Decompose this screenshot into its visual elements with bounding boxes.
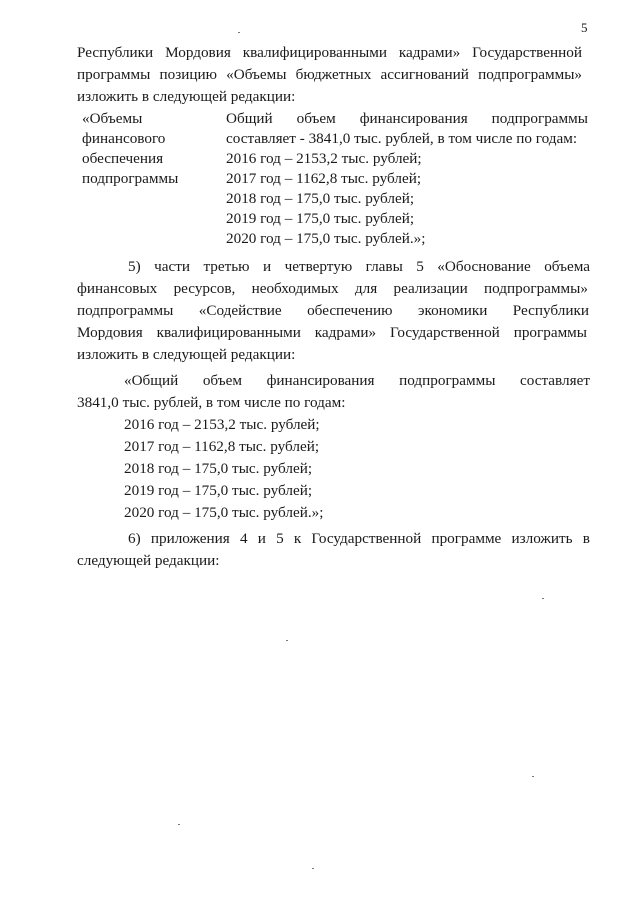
table-text-3: 2016 год – 2153,2 тыс. рублей; (226, 150, 422, 167)
table-label-4: подпрограммы (82, 170, 179, 187)
quote-line-6: 2019 год – 175,0 тыс. рублей; (124, 482, 313, 499)
quote-line-5: 2018 год – 175,0 тыс. рублей; (124, 460, 313, 477)
item5-line-2: финансовых ресурсов, необходимых для реализации подпрограммы» (77, 280, 588, 297)
quote-line-2: 3841,0 тыс. рублей, в том числе по годам: (77, 394, 346, 411)
table-text-4: 2017 год – 1162,8 тыс. рублей; (226, 170, 422, 187)
scan-speck (542, 598, 544, 599)
scan-speck (312, 868, 314, 869)
scan-speck (286, 640, 288, 641)
quote-line-7: 2020 год – 175,0 тыс. рублей.»; (124, 504, 324, 521)
quote-line-1: «Общий объем финансирования подпрограммы составляет (124, 372, 590, 389)
table-text-7: 2020 год – 175,0 тыс. рублей.»; (226, 230, 426, 247)
item5-line-5: изложить в следующей редакции: (77, 346, 296, 363)
intro-line-3: изложить в следующей редакции: (77, 88, 296, 105)
scan-speck (178, 824, 180, 825)
item5-line-1: 5) части третью и четвертую главы 5 «Обоснование объема (128, 258, 590, 275)
table-text-1: Общий объем финансирования подпрограммы (226, 110, 588, 127)
item6-line-2: следующей редакции: (77, 552, 220, 569)
quote-line-3: 2016 год – 2153,2 тыс. рублей; (124, 416, 320, 433)
table-text-6: 2019 год – 175,0 тыс. рублей; (226, 210, 415, 227)
intro-line-1: Республики Мордовия квалифицированными кадрами» Государственной (77, 44, 582, 61)
scan-speck (238, 32, 240, 33)
page-number: 5 (581, 20, 588, 35)
table-label-1: «Объемы (82, 110, 143, 127)
table-text-5: 2018 год – 175,0 тыс. рублей; (226, 190, 415, 207)
table-label-2: финансового (82, 130, 166, 147)
item6-line-1: 6) приложения 4 и 5 к Государственной программе изложить в (128, 530, 590, 547)
item5-line-4: Мордовия квалифицированными кадрами» Государственной программы (77, 324, 587, 341)
intro-line-2: программы позицию «Объемы бюджетных ассигнований подпрограммы» (77, 66, 582, 83)
quote-line-4: 2017 год – 1162,8 тыс. рублей; (124, 438, 320, 455)
table-text-2: составляет - 3841,0 тыс. рублей, в том числе по годам: (226, 130, 578, 147)
item5-line-3: подпрограммы «Содействие обеспечению экономики Республики (77, 302, 589, 319)
table-label-3: обеспечения (82, 150, 164, 167)
scan-speck (532, 776, 534, 777)
